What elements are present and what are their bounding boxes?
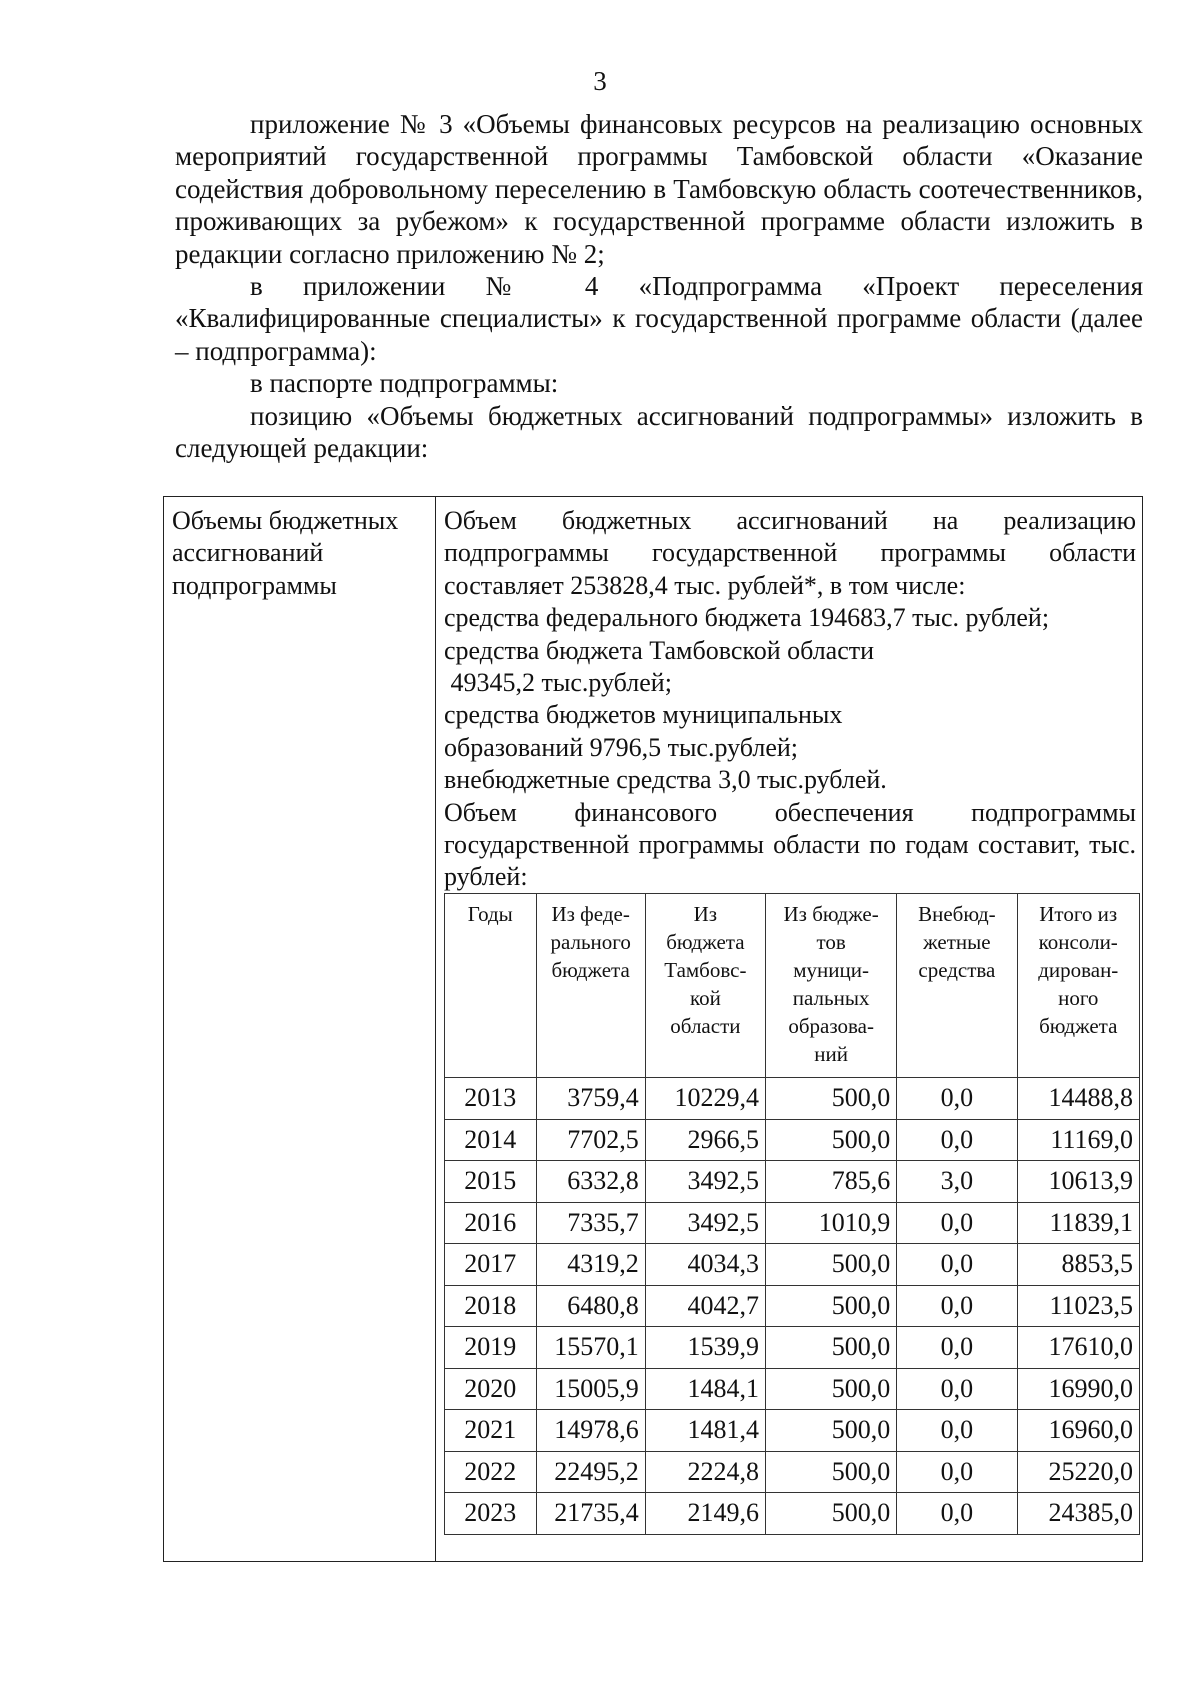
year-cell: 2021 (445, 1410, 537, 1452)
value-cell: 2966,5 (645, 1119, 765, 1161)
passport-line: средства федерального бюджета 194683,7 тыс. рублей; (444, 603, 1050, 633)
value-cell: 7702,5 (536, 1119, 645, 1161)
value-cell: 500,0 (766, 1078, 897, 1120)
year-cell: 2017 (445, 1244, 537, 1286)
value-cell: 3759,4 (536, 1078, 645, 1120)
value-cell: 7335,7 (536, 1202, 645, 1244)
funding-by-year-table (444, 893, 1140, 1535)
table-header-row (445, 894, 1140, 1078)
table-row (445, 1285, 1140, 1327)
value-cell: 1481,4 (645, 1410, 765, 1452)
value-cell: 10229,4 (645, 1078, 765, 1120)
value-cell: 0,0 (897, 1078, 1017, 1120)
value-cell: 4034,3 (645, 1244, 765, 1286)
paragraph-passport: в паспорте подпрограммы: (250, 368, 559, 399)
table-row (445, 1119, 1140, 1161)
value-cell: 14488,8 (1017, 1078, 1140, 1120)
table-row (445, 1161, 1140, 1203)
paragraph-position: позицию «Объемы бюджетных ассигнований подпрограммы» изложить в следующей редакции: (175, 400, 1143, 464)
value-cell: 17610,0 (1017, 1327, 1140, 1369)
value-cell: 8853,5 (1017, 1244, 1140, 1286)
value-cell: 6480,8 (536, 1285, 645, 1327)
header-federal: Из феде- рального бюджета (536, 894, 645, 1078)
value-cell: 4319,2 (536, 1244, 645, 1286)
value-cell: 1539,9 (645, 1327, 765, 1369)
value-cell: 2224,8 (645, 1451, 765, 1493)
passport-line: средства бюджетов муниципальных (444, 700, 843, 730)
passport-line: Объем бюджетных ассигнований на реализацию подпрограммы государственной программы области составляет 253828,4 тыс. рублей*, в том числе: (444, 506, 1136, 600)
value-cell: 1484,1 (645, 1368, 765, 1410)
year-cell: 2023 (445, 1493, 537, 1535)
value-cell: 3492,5 (645, 1202, 765, 1244)
year-cell: 2022 (445, 1451, 537, 1493)
value-cell: 14978,6 (536, 1410, 645, 1452)
value-cell: 0,0 (897, 1493, 1017, 1535)
table-row (445, 1451, 1140, 1493)
value-cell: 500,0 (766, 1285, 897, 1327)
value-cell: 16990,0 (1017, 1368, 1140, 1410)
value-cell: 16960,0 (1017, 1410, 1140, 1452)
value-cell: 500,0 (766, 1493, 897, 1535)
value-cell: 0,0 (897, 1202, 1017, 1244)
value-cell: 2149,6 (645, 1493, 765, 1535)
value-cell: 11169,0 (1017, 1119, 1140, 1161)
value-cell: 0,0 (897, 1410, 1017, 1452)
year-cell: 2019 (445, 1327, 537, 1369)
header-extrabudget: Внебюд- жетные средства (897, 894, 1017, 1078)
value-cell: 0,0 (897, 1119, 1017, 1161)
value-cell: 22495,2 (536, 1451, 645, 1493)
value-cell: 15005,9 (536, 1368, 645, 1410)
table-body (445, 1078, 1140, 1535)
value-cell: 11023,5 (1017, 1285, 1140, 1327)
header-municipal: Из бюдже- тов муници- пальных образова- ний (766, 894, 897, 1078)
value-cell: 785,6 (766, 1161, 897, 1203)
table-row (445, 1410, 1140, 1452)
page-number: 3 (593, 66, 607, 96)
value-cell: 0,0 (897, 1451, 1017, 1493)
passport-line: средства бюджета Тамбовской области (444, 635, 875, 665)
value-cell: 3,0 (897, 1161, 1017, 1203)
value-cell: 0,0 (897, 1327, 1017, 1369)
value-cell: 500,0 (766, 1119, 897, 1161)
year-cell: 2015 (445, 1161, 537, 1203)
year-cell: 2020 (445, 1368, 537, 1410)
value-cell: 0,0 (897, 1368, 1017, 1410)
table-row (445, 1078, 1140, 1120)
value-cell: 24385,0 (1017, 1493, 1140, 1535)
value-cell: 11839,1 (1017, 1202, 1140, 1244)
value-cell: 6332,8 (536, 1161, 645, 1203)
header-years: Годы (445, 894, 537, 1078)
passport-line: 49345,2 тыс.рублей; (444, 668, 672, 698)
passport-line: Объем финансового обеспечения подпрограммы государственной программы области по годам составит, тыс. рублей: (444, 797, 1136, 892)
year-cell: 2016 (445, 1202, 537, 1244)
value-cell: 21735,4 (536, 1493, 645, 1535)
year-cell: 2013 (445, 1078, 537, 1120)
passport-line: образований 9796,5 тыс.рублей; (444, 732, 799, 762)
value-cell: 0,0 (897, 1244, 1017, 1286)
document-body (175, 108, 1143, 464)
value-cell: 25220,0 (1017, 1451, 1140, 1493)
passport-left-label: Объемы бюджетных ассигнований подпрограммы (164, 497, 436, 1561)
passport-right-content (438, 497, 1142, 894)
value-cell: 500,0 (766, 1410, 897, 1452)
value-cell: 500,0 (766, 1244, 897, 1286)
table-row (445, 1202, 1140, 1244)
paragraph-appendix-3: приложение № 3 «Объемы финансовых ресурсов на реализацию основных мероприятий государственной программы Тамбовской области «Оказание содействия добровольному переселению в Тамбовскую область соотечественников, проживающих за рубежом» к государственной программе области изложить в редакции согласно приложению № 2; (175, 109, 1143, 269)
value-cell: 500,0 (766, 1327, 897, 1369)
value-cell: 10613,9 (1017, 1161, 1140, 1203)
value-cell: 15570,1 (536, 1327, 645, 1369)
passport-line: внебюджетные средства 3,0 тыс.рублей. (444, 765, 887, 795)
value-cell: 0,0 (897, 1285, 1017, 1327)
table-row (445, 1493, 1140, 1535)
value-cell: 4042,7 (645, 1285, 765, 1327)
table-row (445, 1244, 1140, 1286)
year-cell: 2018 (445, 1285, 537, 1327)
value-cell: 500,0 (766, 1368, 897, 1410)
paragraph-appendix-4: в приложении № 4 «Подпрограмма «Проект переселения «Квалифицированные специалисты» к государственной программе области (далее – подпрограмма): (175, 271, 1143, 366)
table-row (445, 1327, 1140, 1369)
year-cell: 2014 (445, 1119, 537, 1161)
value-cell: 3492,5 (645, 1161, 765, 1203)
header-regional: Из бюджета Тамбовс- кой области (645, 894, 765, 1078)
value-cell: 500,0 (766, 1451, 897, 1493)
header-total: Итого из консоли- дирован- ного бюджета (1017, 894, 1140, 1078)
value-cell: 1010,9 (766, 1202, 897, 1244)
table-row (445, 1368, 1140, 1410)
